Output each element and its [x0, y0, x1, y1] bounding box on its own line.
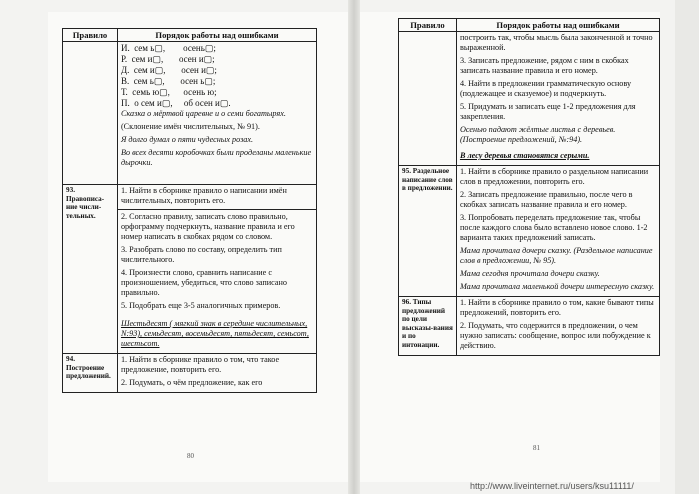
steps-93 [117, 185, 316, 354]
example-text: Сказка о мёртвой царевне и о семи богатырях. [120, 109, 286, 118]
table-row [63, 185, 317, 354]
case-line: П. о сем и▢, об осен и▢. [120, 98, 231, 108]
step: 2. Записать предложение правильно, после чего в скобках записать название правила и его номер. [459, 190, 633, 209]
header-rule: Правило [63, 29, 118, 42]
step: 2. Подумать, о чём предложение, как его [120, 378, 263, 387]
step: 4. Произнести слово, сравнить написание с произношением, убедиться, что слово записано правильно. [120, 268, 288, 297]
step: 2. Подумать, что содержится в предложении, о чем нужно записать: сообщение, вопрос или побуждение к действию. [459, 321, 651, 350]
page-number-right: 81 [533, 444, 540, 452]
example-text: Шестьдесят ( мягкий знак в середине числительных, N:93), семьдесят, восемьдесят, пятьдесят, семьсот, шестьсот. [120, 319, 309, 348]
rule-94: 94. Построение предложений. [63, 354, 118, 393]
example-text: Во всех десяти коробочках были проделаны маленькие дырочки. [120, 148, 312, 167]
declension-cell [117, 42, 316, 185]
table-row [399, 297, 660, 356]
watermark-url: http://www.liveinternet.ru/users/ksu11111/ [470, 481, 634, 491]
page-edge [675, 0, 699, 494]
example-text: Мама прочитала маленькой дочери интересную сказку. [459, 282, 655, 291]
header-order: Порядок работы над ошибками [117, 29, 316, 42]
step: построить так, чтобы мысль была законченной и точно выраженной. [459, 33, 653, 52]
steps-95 [456, 166, 659, 297]
example-text: Осенью падают жёлтые листья с деревьев. (Построение предложений, №:94). [459, 125, 616, 144]
table-header [399, 19, 660, 32]
step: 3. Разобрать слово по составу, определить тип числительного. [120, 245, 282, 264]
step: 3. Попробовать переделать предложение так, чтобы после каждого слова было вставлено новое слово. 1-2 варианта таких предложений записать. [459, 213, 648, 242]
right-table [398, 18, 660, 356]
table-row [63, 354, 317, 393]
left-table [62, 28, 317, 393]
page-number-left: 80 [187, 452, 194, 460]
case-line: В. сем ь▢, осен ь▢; [120, 76, 216, 86]
table-header [63, 29, 317, 42]
example-text: Мама сегодня прочитала дочери сказку. [459, 269, 600, 278]
steps-96 [456, 297, 659, 356]
table-row [399, 32, 660, 166]
step: 1. Найти в сборнике правило о том, какие бывают типы предложений, повторить его. [459, 298, 654, 317]
case-line: Р. сем и▢, осен и▢; [120, 54, 215, 64]
step: 5. Подобрать еще 3-5 аналогичных примеров. [120, 301, 281, 310]
case-line: Т. семь ю▢, осень ю; [120, 87, 217, 97]
example-text: Мама прочитала дочери сказку. (Раздельное написание слов в предложении, № 95). [459, 246, 653, 265]
step: 4. Найти в предложении грамматическую основу (подлежащее и сказуемое) и подчеркнуть. [459, 79, 632, 98]
table-row [399, 166, 660, 297]
step: 1. Найти в сборнике правило о написании имён числительных, повторить его. [120, 186, 287, 205]
book-gutter [348, 0, 360, 494]
divider [118, 209, 316, 210]
table-row [63, 42, 317, 185]
step: 1. Найти в сборнике правило о том, что такое предложение, повторить его. [120, 355, 280, 374]
step: 5. Придумать и записать еще 1-2 предложения для закрепления. [459, 102, 636, 121]
rule-93: 93. Правописа-ние числи-тельных. [63, 185, 118, 354]
steps-94 [117, 354, 316, 393]
rule-95: 95. Раздельное написание слов в предложении. [399, 166, 457, 297]
step: 3. Записать предложение, рядом с ним в скобках записать название правила и его номер. [459, 56, 629, 75]
case-line: И. сем ь▢, осень▢; [120, 43, 216, 53]
header-order: Порядок работы над ошибками [456, 19, 659, 32]
header-rule: Правило [399, 19, 457, 32]
steps-94-cont [456, 32, 659, 166]
example-text: В лесу деревья становятся серыми. [459, 151, 590, 160]
example-text: Я долго думал о пяти чудесных розах. [120, 135, 254, 144]
step: 1. Найти в сборнике правило о раздельном написании слов в предложении, повторить его. [459, 167, 649, 186]
case-line: Д. сем и▢, осен и▢; [120, 65, 217, 75]
step: 2. Согласно правилу, записать слово правильно, орфограмму подчеркнуть, название правила и его номер написать в скобках рядом со словом. [120, 212, 295, 241]
rule-reference: (Склонение имён числительных, № 91). [120, 122, 260, 131]
rule-96: 96. Типы предложений по цели высказы-вания и по интонации. [399, 297, 457, 356]
